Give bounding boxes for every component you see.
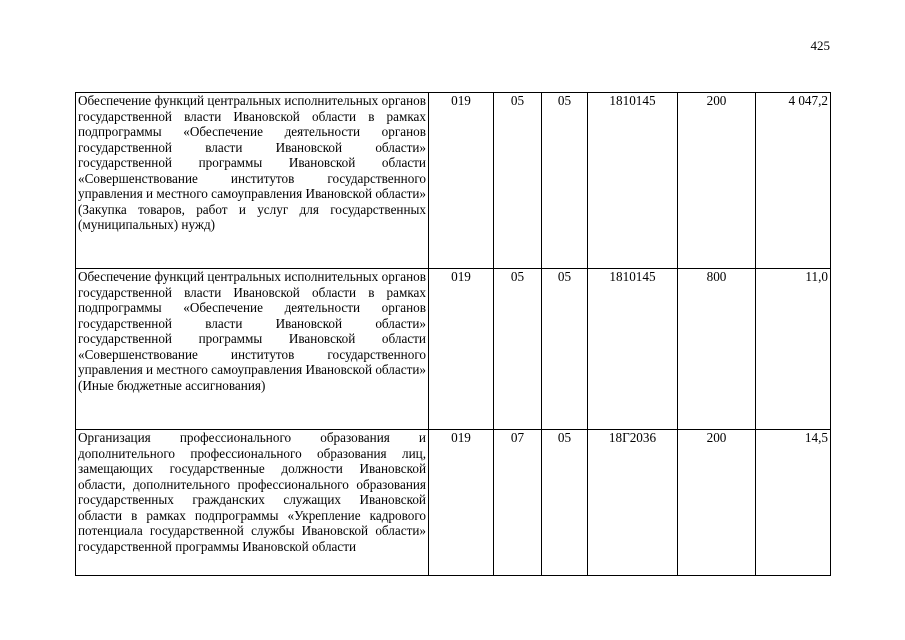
target-article-code: 1810145 [588, 93, 678, 269]
budget-table [75, 92, 831, 576]
expense-type-code: 200 [678, 93, 756, 269]
expense-type-code: 200 [678, 430, 756, 576]
subsection-code: 05 [542, 430, 588, 576]
table-row [76, 430, 831, 576]
amount-value: 14,5 [756, 430, 831, 576]
section-code: 05 [494, 269, 542, 430]
page-bottom-margin [0, 581, 905, 640]
section-code: 05 [494, 93, 542, 269]
table-row [76, 269, 831, 430]
row-description: Обеспечение функций центральных исполнительных органов государственной власти Ивановской области в рамках подпрограммы «Обеспечение деятельности органов государственной власти Ивановской области» государственной программы Ивановской области «Совершенствование институтов государственного управления и местного самоуправления Ивановской области» (Закупка товаров, работ и услуг для государственных (муниципальных) нужд) [76, 93, 429, 269]
ministry-code: 019 [429, 430, 494, 576]
page-number: 425 [810, 38, 830, 53]
ministry-code: 019 [429, 269, 494, 430]
row-description: Организация профессионального образования и дополнительного профессионального образования лиц, замещающих государственные должности Ивановской области, дополнительного профессионального образования государственных гражданских служащих Ивановской области в рамках подпрограммы «Укрепление кадрового потенциала государственной службы Ивановской области» государственной программы Ивановской области [76, 430, 429, 576]
row-description: Обеспечение функций центральных исполнительных органов государственной власти Ивановской области в рамках подпрограммы «Обеспечение деятельности органов государственной власти Ивановской области» государственной программы Ивановской области «Совершенствование институтов государственного управления и местного самоуправления Ивановской области» (Иные бюджетные ассигнования) [76, 269, 429, 430]
target-article-code: 1810145 [588, 269, 678, 430]
table-row [76, 93, 831, 269]
expense-type-code: 800 [678, 269, 756, 430]
subsection-code: 05 [542, 269, 588, 430]
ministry-code: 019 [429, 93, 494, 269]
target-article-code: 18Г2036 [588, 430, 678, 576]
amount-value: 4 047,2 [756, 93, 831, 269]
section-code: 07 [494, 430, 542, 576]
subsection-code: 05 [542, 93, 588, 269]
amount-value: 11,0 [756, 269, 831, 430]
